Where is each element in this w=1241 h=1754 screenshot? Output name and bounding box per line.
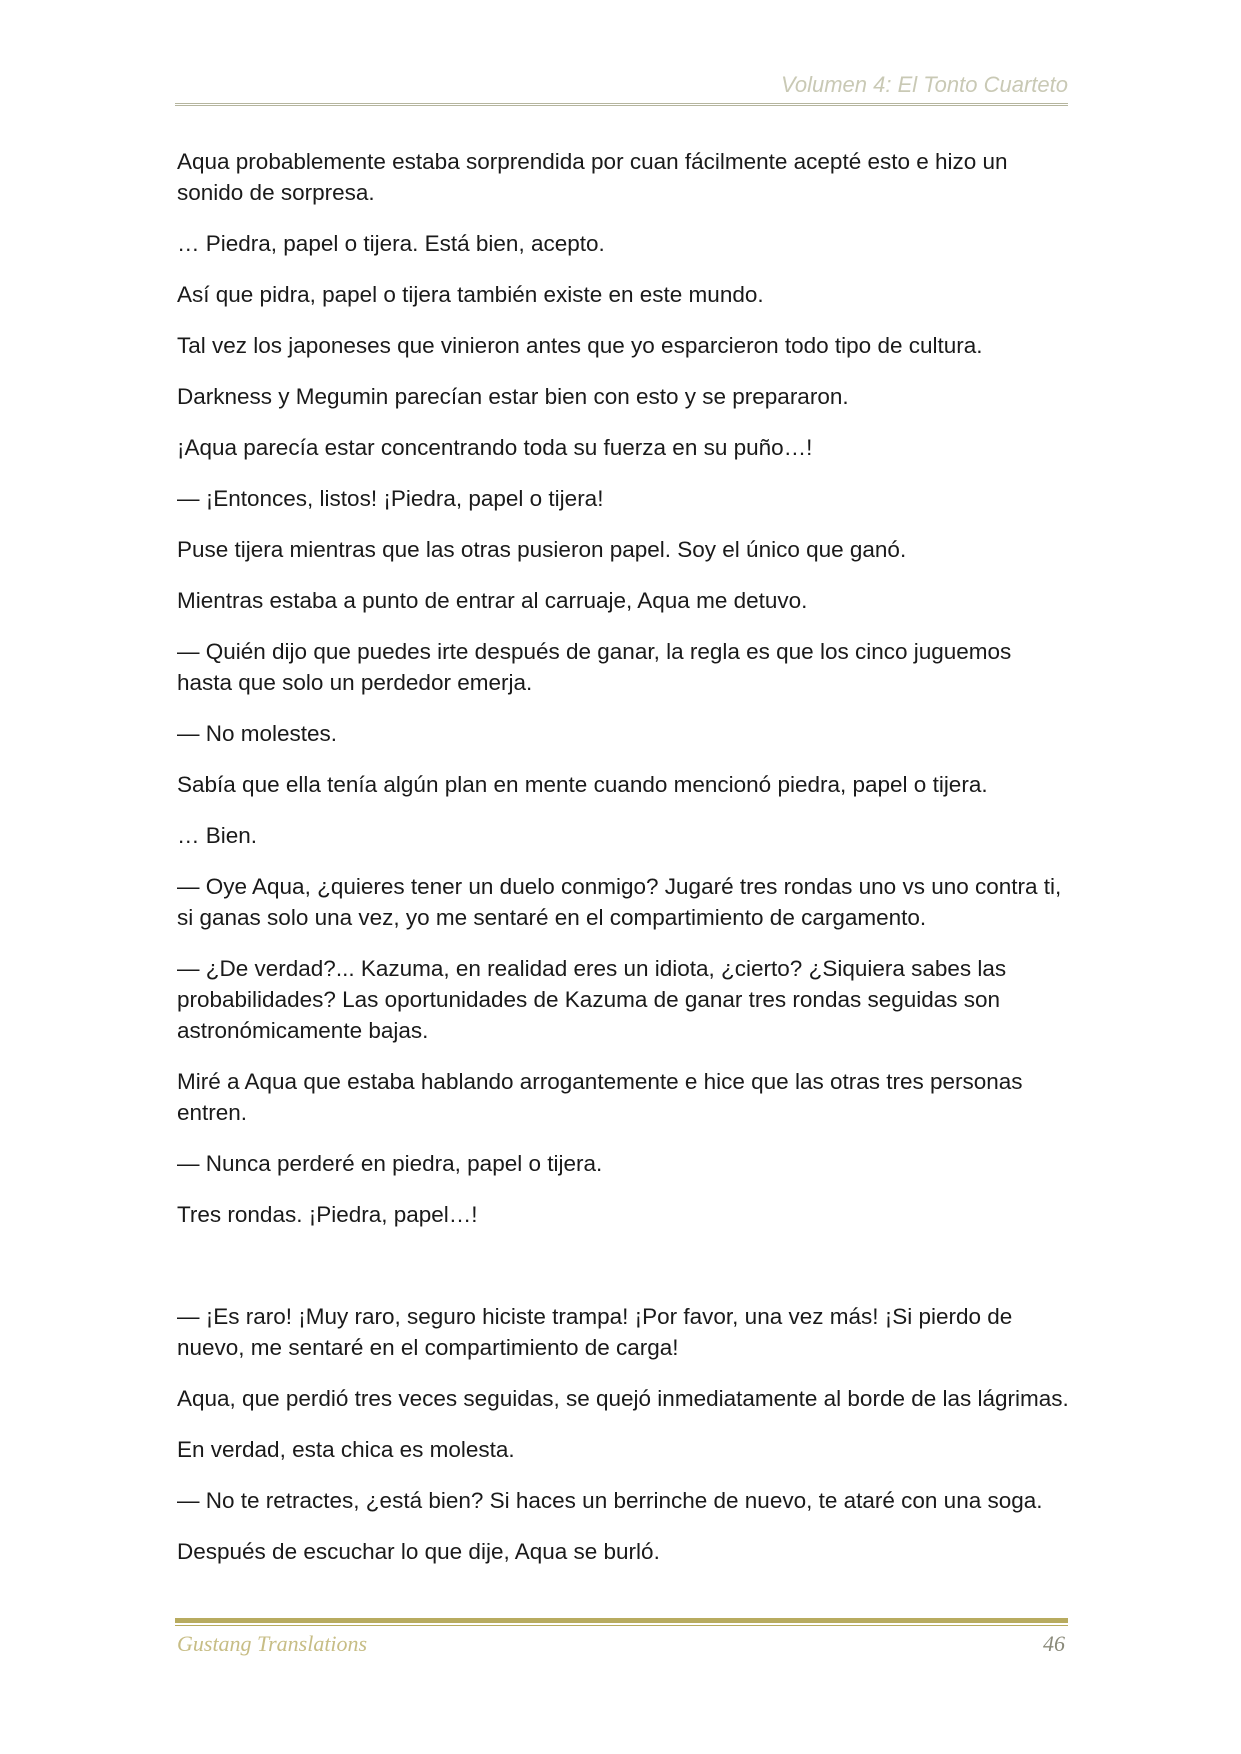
paragraph: — Quién dijo que puedes irte después de ganar, la regla es que los cinco juguemos hasta que solo un perdedor emerja. (177, 639, 1012, 695)
paragraph: Mientras estaba a punto de entrar al carruaje, Aqua me detuvo. (177, 588, 808, 613)
paragraph: Tres rondas. ¡Piedra, papel…! (177, 1202, 478, 1227)
page-body (177, 146, 1072, 1587)
paragraph: Miré a Aqua que estaba hablando arrogantemente e hice que las otras tres personas entren. (177, 1069, 1023, 1125)
paragraph: Darkness y Megumin parecían estar bien con esto y se prepararon. (177, 384, 849, 409)
paragraph: — No te retractes, ¿está bien? Si haces un berrinche de nuevo, te ataré con una soga. (177, 1488, 1043, 1513)
paragraph: — ¡Es raro! ¡Muy raro, seguro hiciste trampa! ¡Por favor, una vez más! ¡Si pierdo de nuevo, me sentaré en el compartimiento de carga! (177, 1304, 1013, 1360)
footer-rule-thin (175, 1625, 1068, 1626)
paragraph: — Oye Aqua, ¿quieres tener un duelo conmigo? Jugaré tres rondas uno vs uno contra ti, si ganas solo una vez, yo me sentaré en el compartimiento de cargamento. (177, 874, 1062, 930)
paragraph: En verdad, esta chica es molesta. (177, 1437, 515, 1462)
paragraph: ¡Aqua parecía estar concentrando toda su fuerza en su puño…! (177, 435, 813, 460)
paragraph: Después de escuchar lo que dije, Aqua se burló. (177, 1539, 660, 1564)
paragraph: Aqua, que perdió tres veces seguidas, se quejó inmediatamente al borde de las lágrimas. (177, 1386, 1069, 1411)
paragraph: Aqua probablemente estaba sorprendida por cuan fácilmente acepté esto e hizo un sonido de sorpresa. (177, 149, 1008, 205)
footer-rule (175, 1618, 1068, 1623)
paragraph: — ¿De verdad?... Kazuma, en realidad eres un idiota, ¿cierto? ¿Siquiera sabes las probabilidades? Las oportunidades de Kazuma de ganar tres rondas seguidas son astronómicamente bajas. (177, 956, 1007, 1043)
running-header: Volumen 4: El Tonto Cuarteto (781, 72, 1068, 97)
paragraph: — No molestes. (177, 721, 338, 746)
page-number: 46 (1043, 1631, 1065, 1656)
section-break (177, 1250, 1072, 1301)
paragraph: Puse tijera mientras que las otras pusieron papel. Soy el único que ganó. (177, 537, 907, 562)
paragraph: Así que pidra, papel o tijera también existe en este mundo. (177, 282, 764, 307)
footer-publisher: Gustang Translations (177, 1631, 368, 1656)
paragraph: — ¡Entonces, listos! ¡Piedra, papel o tijera! (177, 486, 604, 511)
paragraph: … Bien. (177, 823, 258, 848)
paragraph: Sabía que ella tenía algún plan en mente cuando mencionó piedra, papel o tijera. (177, 772, 988, 797)
paragraph: Tal vez los japoneses que vinieron antes que yo esparcieron todo tipo de cultura. (177, 333, 983, 358)
paragraph: … Piedra, papel o tijera. Está bien, acepto. (177, 231, 605, 256)
paragraph: — Nunca perderé en piedra, papel o tijera. (177, 1151, 603, 1176)
header-rule (175, 103, 1068, 106)
